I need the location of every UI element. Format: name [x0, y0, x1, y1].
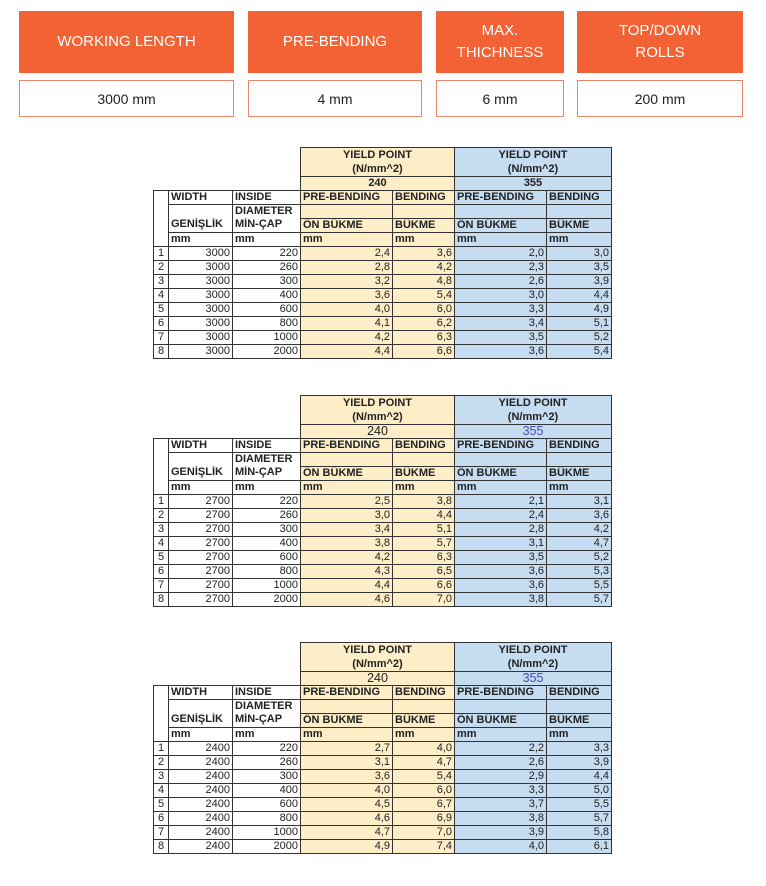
- table-cell: 4,7: [547, 536, 612, 550]
- column-header: PRE-BENDING: [455, 191, 547, 205]
- table-cell: 3000: [169, 344, 233, 358]
- table-cell: 2400: [169, 839, 233, 853]
- table-row: [154, 508, 612, 522]
- table-cell: 3,9: [455, 825, 547, 839]
- table-cell: 8: [154, 344, 169, 358]
- header-blank: [169, 453, 233, 467]
- table-cell: 5,5: [547, 578, 612, 592]
- table-cell: 4,7: [301, 825, 393, 839]
- table-cell: 800: [233, 316, 301, 330]
- table-row: [154, 522, 612, 536]
- table-cell: 2400: [169, 755, 233, 769]
- table-cell: 3,1: [547, 494, 612, 508]
- table-cell: 400: [233, 783, 301, 797]
- table-row: [154, 246, 612, 260]
- table-row: [154, 344, 612, 358]
- header-blank: [547, 700, 612, 714]
- table-cell: 3,4: [455, 316, 547, 330]
- table-cell: 6: [154, 316, 169, 330]
- table-cell: 4,9: [547, 302, 612, 316]
- table-cell: 6,5: [393, 564, 455, 578]
- column-header: GENİŞLİK: [169, 466, 233, 480]
- table-row: [154, 564, 612, 578]
- column-header: BENDING: [547, 191, 612, 205]
- yield-value-240: 240: [301, 425, 455, 439]
- header-blank: [455, 700, 547, 714]
- table-row: [154, 288, 612, 302]
- column-header: BÜKME: [393, 466, 455, 480]
- table-cell: 1000: [233, 825, 301, 839]
- column-header: mm: [301, 232, 393, 246]
- table-cell: 5,4: [393, 288, 455, 302]
- table-cell: 3,0: [455, 288, 547, 302]
- header-blank: [455, 453, 547, 467]
- table-cell: 5,4: [547, 344, 612, 358]
- column-header: ÖN BÜKME: [301, 218, 393, 232]
- column-header: mm: [455, 232, 547, 246]
- table-cell: 300: [233, 522, 301, 536]
- table-cell: 4,4: [547, 288, 612, 302]
- table-cell: 3,4: [301, 522, 393, 536]
- table-cell: 3,0: [301, 508, 393, 522]
- table-cell: 2700: [169, 494, 233, 508]
- header-blank: [455, 205, 547, 219]
- table-cell: 7: [154, 825, 169, 839]
- yield-point-header: YIELD POINT (N/mm^2): [301, 643, 455, 672]
- table-cell: 3,5: [455, 330, 547, 344]
- table-cell: 3,1: [455, 536, 547, 550]
- header-blank: [301, 700, 393, 714]
- table-cell: 7,0: [393, 592, 455, 606]
- yield-value-355: 355: [455, 425, 612, 439]
- column-header: INSIDE: [233, 191, 301, 205]
- column-header: mm: [233, 480, 301, 494]
- column-header: BÜKME: [547, 466, 612, 480]
- column-header: ÖN BÜKME: [455, 466, 547, 480]
- table-cell: 2,6: [455, 274, 547, 288]
- table-cell: 2000: [233, 592, 301, 606]
- table-cell: 3,9: [547, 274, 612, 288]
- column-header: BENDING: [393, 439, 455, 453]
- table-row: [154, 302, 612, 316]
- column-header: BÜKME: [393, 713, 455, 727]
- table-cell: 2400: [169, 741, 233, 755]
- yield-point-header: YIELD POINT (N/mm^2): [455, 643, 612, 672]
- column-header: DIAMETER: [233, 205, 301, 219]
- table-cell: 3,6: [455, 564, 547, 578]
- table-cell: 600: [233, 550, 301, 564]
- table-cell: 8: [154, 592, 169, 606]
- table-row: [154, 755, 612, 769]
- table-cell: 5,7: [547, 592, 612, 606]
- table-cell: 6,0: [393, 302, 455, 316]
- column-header: mm: [301, 727, 393, 741]
- spec-value-working-length: 3000 mm: [19, 80, 234, 117]
- table-cell: 4,2: [301, 550, 393, 564]
- table-cell: 2,5: [301, 494, 393, 508]
- column-header: ÖN BÜKME: [301, 466, 393, 480]
- column-header: GENİŞLİK: [169, 218, 233, 232]
- table-cell: 260: [233, 260, 301, 274]
- yield-point-header: YIELD POINT (N/mm^2): [301, 148, 455, 177]
- column-header: mm: [455, 480, 547, 494]
- table-row: [154, 578, 612, 592]
- column-header: mm: [393, 480, 455, 494]
- table-cell: 4: [154, 288, 169, 302]
- table-cell: 260: [233, 755, 301, 769]
- column-header: PRE-BENDING: [455, 439, 547, 453]
- table-cell: 5,2: [547, 550, 612, 564]
- header-blank: [393, 453, 455, 467]
- table-cell: 2700: [169, 578, 233, 592]
- column-header: PRE-BENDING: [301, 686, 393, 700]
- column-header: mm: [233, 727, 301, 741]
- table-cell: 4,4: [393, 508, 455, 522]
- table-cell: 2400: [169, 797, 233, 811]
- table-cell: 6: [154, 564, 169, 578]
- table-cell: 800: [233, 811, 301, 825]
- table-cell: 3000: [169, 330, 233, 344]
- spec-value-pre-bending: 4 mm: [248, 80, 422, 117]
- header-blank: [301, 453, 393, 467]
- table-cell: 4,9: [301, 839, 393, 853]
- table-cell: 3: [154, 274, 169, 288]
- table-cell: 5: [154, 797, 169, 811]
- table-row: [154, 839, 612, 853]
- bending-table-2700: [153, 395, 611, 607]
- spec-value-max-thickness: 6 mm: [436, 80, 564, 117]
- table-cell: 3000: [169, 274, 233, 288]
- spec-label-rolls: TOP/DOWN ROLLS: [577, 11, 743, 73]
- table-cell: 4,6: [301, 592, 393, 606]
- table-cell: 2700: [169, 536, 233, 550]
- column-header: mm: [547, 727, 612, 741]
- table-row: [154, 494, 612, 508]
- table-cell: 4,0: [455, 839, 547, 853]
- table-row: [154, 783, 612, 797]
- column-header: MİN-ÇAP: [233, 218, 301, 232]
- table-cell: 3,5: [547, 260, 612, 274]
- table-cell: 6,6: [393, 344, 455, 358]
- column-header: MİN-ÇAP: [233, 466, 301, 480]
- table-row: [154, 797, 612, 811]
- table-cell: 2,3: [455, 260, 547, 274]
- table-cell: 800: [233, 564, 301, 578]
- column-header: BÜKME: [393, 218, 455, 232]
- table-cell: 400: [233, 288, 301, 302]
- table-cell: 3,6: [455, 578, 547, 592]
- table-cell: 3,3: [455, 783, 547, 797]
- column-header: INSIDE: [233, 686, 301, 700]
- table-cell: 3,8: [455, 811, 547, 825]
- table-cell: 5,1: [547, 316, 612, 330]
- column-header: MİN-ÇAP: [233, 713, 301, 727]
- column-header: mm: [455, 727, 547, 741]
- table-cell: 400: [233, 536, 301, 550]
- table-cell: 3,3: [455, 302, 547, 316]
- table-cell: 3,6: [547, 508, 612, 522]
- table-row: [154, 260, 612, 274]
- column-header: BENDING: [547, 686, 612, 700]
- table-cell: 2,1: [455, 494, 547, 508]
- column-header: BENDING: [547, 439, 612, 453]
- table-cell: 1: [154, 494, 169, 508]
- column-header: PRE-BENDING: [455, 686, 547, 700]
- table-cell: 5,0: [547, 783, 612, 797]
- table-cell: 3,5: [455, 550, 547, 564]
- bending-table-2400: [153, 642, 611, 854]
- table-cell: 3: [154, 522, 169, 536]
- table-cell: 4,3: [301, 564, 393, 578]
- table-cell: 7: [154, 330, 169, 344]
- table-cell: 2,4: [301, 246, 393, 260]
- column-header: GENİŞLİK: [169, 713, 233, 727]
- table-cell: 6,9: [393, 811, 455, 825]
- header-blank: [301, 205, 393, 219]
- table-cell: 3,6: [455, 344, 547, 358]
- table-cell: 3,8: [301, 536, 393, 550]
- table-cell: 4,0: [301, 783, 393, 797]
- table-cell: 3,6: [301, 288, 393, 302]
- yield-value-355: 355: [455, 177, 612, 191]
- table-cell: 6,2: [393, 316, 455, 330]
- table-row: [154, 825, 612, 839]
- table-row: [154, 592, 612, 606]
- column-header: PRE-BENDING: [301, 439, 393, 453]
- table-cell: 2: [154, 260, 169, 274]
- table-cell: 2,7: [301, 741, 393, 755]
- column-header: mm: [169, 727, 233, 741]
- column-header: WIDTH: [169, 439, 233, 453]
- table-cell: 4,8: [393, 274, 455, 288]
- column-header: ÖN BÜKME: [455, 713, 547, 727]
- table-cell: 6: [154, 811, 169, 825]
- table-cell: 1: [154, 246, 169, 260]
- table-cell: 6,6: [393, 578, 455, 592]
- table-cell: 2,6: [455, 755, 547, 769]
- yield-value-240: 240: [301, 177, 455, 191]
- table-cell: 3,6: [301, 769, 393, 783]
- table-cell: 2: [154, 508, 169, 522]
- column-header: ÖN BÜKME: [455, 218, 547, 232]
- table-cell: 3,2: [301, 274, 393, 288]
- table-cell: 3,3: [547, 741, 612, 755]
- table-row: [154, 811, 612, 825]
- table-cell: 2400: [169, 769, 233, 783]
- table-cell: 2,4: [455, 508, 547, 522]
- table-cell: 6,0: [393, 783, 455, 797]
- column-header: mm: [169, 232, 233, 246]
- table-cell: 4,7: [393, 755, 455, 769]
- header-blank: [547, 205, 612, 219]
- table-cell: 4,0: [301, 302, 393, 316]
- table-cell: 4,4: [301, 578, 393, 592]
- table-cell: 3,1: [301, 755, 393, 769]
- table-cell: 2,8: [455, 522, 547, 536]
- table-cell: 2,9: [455, 769, 547, 783]
- table-cell: 1: [154, 741, 169, 755]
- table-cell: 4,4: [301, 344, 393, 358]
- table-cell: 4,2: [393, 260, 455, 274]
- table-cell: 3,9: [547, 755, 612, 769]
- table-cell: 3,7: [455, 797, 547, 811]
- table-cell: 4,0: [393, 741, 455, 755]
- table-cell: 220: [233, 246, 301, 260]
- table-cell: 5,1: [393, 522, 455, 536]
- table-cell: 2400: [169, 811, 233, 825]
- table-row: [154, 536, 612, 550]
- table-cell: 4,6: [301, 811, 393, 825]
- table-cell: 5,2: [547, 330, 612, 344]
- table-cell: 5,3: [547, 564, 612, 578]
- column-header: BÜKME: [547, 218, 612, 232]
- table-cell: 8: [154, 839, 169, 853]
- column-header: BENDING: [393, 191, 455, 205]
- table-cell: 3000: [169, 316, 233, 330]
- table-cell: 3: [154, 769, 169, 783]
- table-cell: 220: [233, 741, 301, 755]
- column-header: DIAMETER: [233, 700, 301, 714]
- column-header: WIDTH: [169, 191, 233, 205]
- spec-label-max-thickness: MAX. THICHNESS: [436, 11, 564, 73]
- table-cell: 2700: [169, 592, 233, 606]
- table-cell: 5,7: [393, 536, 455, 550]
- table-cell: 2400: [169, 825, 233, 839]
- table-cell: 2400: [169, 783, 233, 797]
- yield-point-header: YIELD POINT (N/mm^2): [455, 148, 612, 177]
- table-row: [154, 741, 612, 755]
- table-cell: 2700: [169, 508, 233, 522]
- column-header: INSIDE: [233, 439, 301, 453]
- table-row: [154, 550, 612, 564]
- table-cell: 2,2: [455, 741, 547, 755]
- table-cell: 3000: [169, 302, 233, 316]
- column-header: ÖN BÜKME: [301, 713, 393, 727]
- column-header: BÜKME: [547, 713, 612, 727]
- column-header: PRE-BENDING: [301, 191, 393, 205]
- table-cell: 300: [233, 274, 301, 288]
- table-cell: 5,7: [547, 811, 612, 825]
- table-row: [154, 330, 612, 344]
- spec-label-pre-bending: PRE-BENDING: [248, 11, 422, 73]
- table-cell: 7,0: [393, 825, 455, 839]
- column-header: mm: [393, 232, 455, 246]
- bending-table-3000: [153, 147, 611, 359]
- table-cell: 4: [154, 536, 169, 550]
- table-cell: 2000: [233, 344, 301, 358]
- yield-value-240: 240: [301, 672, 455, 686]
- table-cell: 2700: [169, 564, 233, 578]
- table-cell: 2: [154, 755, 169, 769]
- column-header: DIAMETER: [233, 453, 301, 467]
- header-blank: [169, 205, 233, 219]
- table-cell: 2,8: [301, 260, 393, 274]
- table-row: [154, 274, 612, 288]
- yield-point-header: YIELD POINT (N/mm^2): [301, 396, 455, 425]
- header-blank: [169, 700, 233, 714]
- table-cell: 7,4: [393, 839, 455, 853]
- table-cell: 4,2: [301, 330, 393, 344]
- table-cell: 5: [154, 550, 169, 564]
- table-cell: 600: [233, 302, 301, 316]
- column-header: mm: [169, 480, 233, 494]
- spec-value-rolls: 200 mm: [577, 80, 743, 117]
- column-header: mm: [547, 232, 612, 246]
- table-cell: 3000: [169, 246, 233, 260]
- table-cell: 5,4: [393, 769, 455, 783]
- table-cell: 3,6: [393, 246, 455, 260]
- table-cell: 3000: [169, 288, 233, 302]
- table-cell: 5,8: [547, 825, 612, 839]
- column-header: mm: [393, 727, 455, 741]
- table-cell: 1000: [233, 578, 301, 592]
- table-cell: 5,5: [547, 797, 612, 811]
- yield-value-355: 355: [455, 672, 612, 686]
- table-cell: 600: [233, 797, 301, 811]
- table-row: [154, 769, 612, 783]
- table-cell: 2700: [169, 550, 233, 564]
- column-header: mm: [301, 480, 393, 494]
- table-cell: 4,2: [547, 522, 612, 536]
- table-cell: 6,1: [547, 839, 612, 853]
- table-cell: 7: [154, 578, 169, 592]
- table-cell: 260: [233, 508, 301, 522]
- column-header: mm: [547, 480, 612, 494]
- column-header: WIDTH: [169, 686, 233, 700]
- header-blank: [547, 453, 612, 467]
- table-cell: 5: [154, 302, 169, 316]
- header-blank: [393, 205, 455, 219]
- table-cell: 4: [154, 783, 169, 797]
- column-header: BENDING: [393, 686, 455, 700]
- table-cell: 220: [233, 494, 301, 508]
- header-blank: [393, 700, 455, 714]
- table-cell: 3,8: [393, 494, 455, 508]
- table-cell: 3,0: [547, 246, 612, 260]
- table-cell: 2000: [233, 839, 301, 853]
- column-header: mm: [233, 232, 301, 246]
- yield-point-header: YIELD POINT (N/mm^2): [455, 396, 612, 425]
- table-cell: 300: [233, 769, 301, 783]
- table-cell: 6,3: [393, 550, 455, 564]
- spec-label-working-length: WORKING LENGTH: [19, 11, 234, 73]
- table-cell: 6,3: [393, 330, 455, 344]
- table-cell: 6,7: [393, 797, 455, 811]
- table-cell: 3,8: [455, 592, 547, 606]
- table-cell: 1000: [233, 330, 301, 344]
- table-cell: 2,0: [455, 246, 547, 260]
- table-cell: 4,1: [301, 316, 393, 330]
- table-cell: 4,5: [301, 797, 393, 811]
- table-cell: 4,4: [547, 769, 612, 783]
- table-cell: 3000: [169, 260, 233, 274]
- table-cell: 2700: [169, 522, 233, 536]
- table-row: [154, 316, 612, 330]
